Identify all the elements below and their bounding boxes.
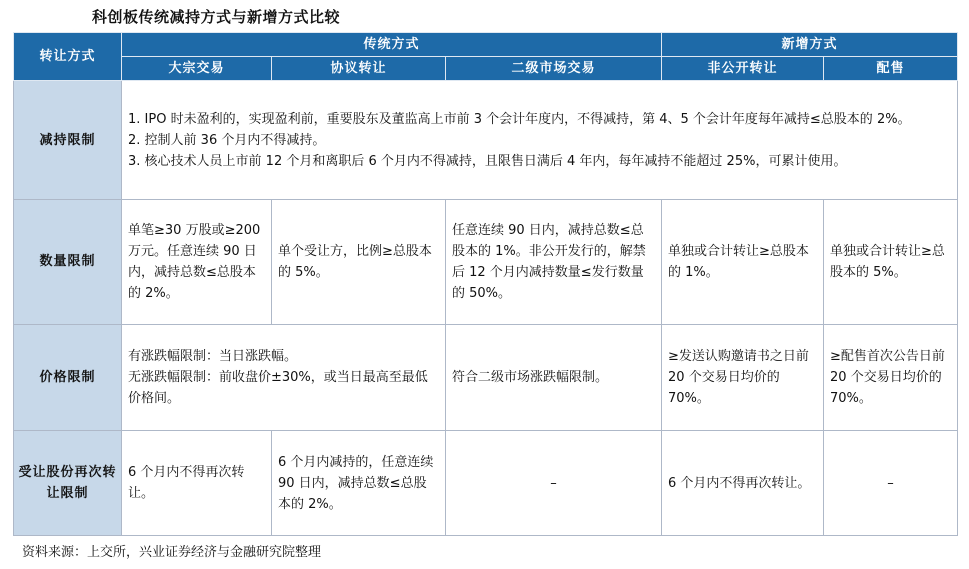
quantity-non-public: 单独或合计转让≥总股本的 1%。 <box>662 199 824 324</box>
header-col-agreement: 协议转让 <box>272 57 446 81</box>
quantity-placement: 单独或合计转让≥总股本的 5%。 <box>824 199 958 324</box>
retransfer-non-public: 6 个月内不得再次转让。 <box>662 431 824 536</box>
comparison-table <box>13 32 958 536</box>
retransfer-agreement: 6 个月内减持的，任意连续 90 日内，减持总数≤总股本的 2%。 <box>272 431 446 536</box>
header-col-placement: 配售 <box>824 57 958 81</box>
row-label-price: 价格限制 <box>14 324 122 431</box>
reduction-rule-1: 1. IPO 时未盈利的，实现盈利前，重要股东及董监高上市前 3 个会计年度内，不得减持，第 4、5 个会计年度每年减持≤总股本的 2%。 <box>128 111 911 127</box>
page-title: 科创板传统减持方式与新增方式比较 <box>92 8 341 26</box>
header-col-secondary: 二级市场交易 <box>446 57 662 81</box>
price-limit-line-1: 有涨跌幅限制：当日涨跌幅。 <box>128 349 298 365</box>
price-secondary: 符合二级市场涨跌幅限制。 <box>446 324 662 431</box>
row-label-reduction: 减持限制 <box>14 81 122 200</box>
header-col-non-public: 非公开转让 <box>662 57 824 81</box>
header-col-block-trade: 大宗交易 <box>122 57 272 81</box>
header-traditional: 传统方式 <box>122 33 662 57</box>
row-label-quantity: 数量限制 <box>14 199 122 324</box>
price-block-agreement <box>122 324 446 431</box>
price-limit-line-2: 无涨跌幅限制：前收盘价±30%，或当日最高至最低价格间。 <box>128 370 428 407</box>
reduction-rule-2: 2. 控制人前 36 个月内不得减持。 <box>128 132 326 148</box>
price-placement: ≥配售首次公告日前 20 个交易日均价的 70%。 <box>824 324 958 431</box>
price-non-public: ≥发送认购邀请书之日前 20 个交易日均价的 70%。 <box>662 324 824 431</box>
quantity-block-trade: 单笔≥30 万股或≥200 万元。任意连续 90 日内，减持总数≤总股本的 2%。 <box>122 199 272 324</box>
header-corner: 转让方式 <box>14 33 122 81</box>
reduction-rules-cell <box>122 81 958 200</box>
row-label-retransfer: 受让股份再次转让限制 <box>14 431 122 536</box>
retransfer-secondary: – <box>446 431 662 536</box>
retransfer-placement: – <box>824 431 958 536</box>
quantity-agreement: 单个受让方，比例≥总股本的 5%。 <box>272 199 446 324</box>
header-new: 新增方式 <box>662 33 958 57</box>
quantity-secondary: 任意连续 90 日内，减持总数≤总股本的 1%。非公开发行的，解禁后 12 个月内减持数量≤发行数量的 50%。 <box>446 199 662 324</box>
retransfer-block-trade: 6 个月内不得再次转让。 <box>122 431 272 536</box>
source-note: 资料来源：上交所，兴业证券经济与金融研究院整理 <box>22 545 322 560</box>
reduction-rule-3: 3. 核心技术人员上市前 12 个月和离职后 6 个月内不得减持，且限售日满后 4 年内，每年减持不能超过 25%，可累计使用。 <box>128 153 847 169</box>
